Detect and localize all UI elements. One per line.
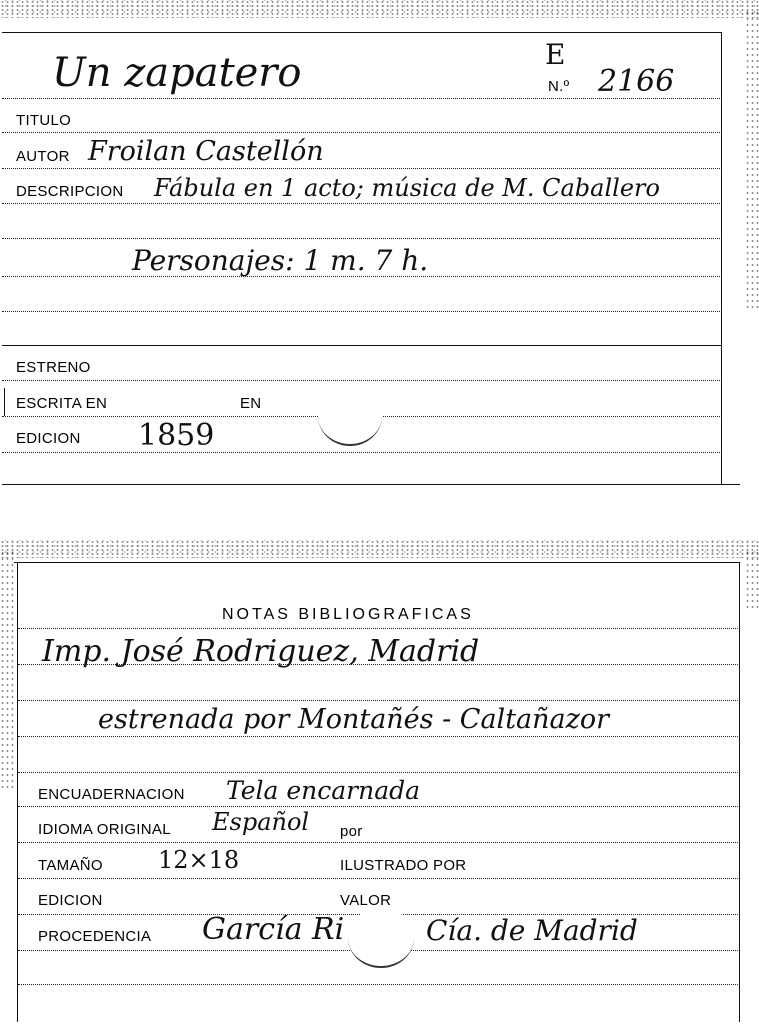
autor-label: AUTOR xyxy=(16,148,70,165)
punch-hole xyxy=(348,908,414,968)
idioma-original-label: IDIOMA ORIGINAL xyxy=(38,821,171,838)
scan-noise-top xyxy=(0,540,759,558)
valor-label: VALOR xyxy=(340,892,392,909)
dotted-rule xyxy=(2,168,722,169)
note-line-2: estrenada por Montañés - Caltañazor xyxy=(98,704,610,735)
card-top-border xyxy=(2,32,722,33)
corner-mark: E xyxy=(545,38,566,71)
encuadernacion-label: ENCUADERNACION xyxy=(38,786,185,803)
escrita-en-label: ESCRITA EN xyxy=(16,395,108,412)
titulo-label: TITULO xyxy=(16,112,72,129)
descripcion-label: DESCRIPCION xyxy=(16,183,124,200)
dotted-rule xyxy=(2,203,722,204)
catalog-number: 2166 xyxy=(598,64,675,99)
dotted-rule xyxy=(18,806,738,807)
card-left-border xyxy=(17,562,18,1022)
left-tick-escrita xyxy=(4,388,5,416)
note-line-1: Imp. José Rodriguez, Madrid xyxy=(42,634,480,669)
scan-noise-right xyxy=(745,10,759,310)
estreno-label: ESTRENO xyxy=(16,359,91,376)
dotted-rule xyxy=(18,842,738,843)
dotted-rule xyxy=(18,628,738,629)
notas-heading: NOTAS BIBLIOGRAFICAS xyxy=(222,606,474,623)
tamano-label: TAMAÑO xyxy=(38,857,103,874)
dotted-rule xyxy=(18,984,738,985)
autor-value: Froilan Castellón xyxy=(88,136,324,167)
scan-noise-left xyxy=(0,550,14,790)
scan-noise-right xyxy=(745,550,759,610)
dotted-rule xyxy=(18,700,738,701)
procedencia-label: PROCEDENCIA xyxy=(38,928,152,945)
edicion-value: 1859 xyxy=(138,418,215,453)
dotted-rule xyxy=(2,132,722,133)
number-label: N.º xyxy=(548,78,570,95)
dotted-rule xyxy=(2,238,722,239)
scan-noise-top xyxy=(0,0,759,18)
ilustrado-por-label: ILUSTRADO POR xyxy=(340,857,467,874)
procedencia-value-2: Cía. de Madrid xyxy=(426,914,638,947)
card-bottom-border xyxy=(2,484,740,485)
por-label: por xyxy=(340,823,363,840)
edicion-label: EDICION xyxy=(38,892,103,909)
catalog-card-back xyxy=(0,540,759,1028)
dotted-rule xyxy=(18,736,738,737)
card-right-border xyxy=(739,562,740,1022)
edicion-label: EDICION xyxy=(16,430,81,447)
encuadernacion-value: Tela encarnada xyxy=(226,776,421,805)
personajes-value: Personajes: 1 m. 7 h. xyxy=(132,244,429,277)
dotted-rule xyxy=(2,452,722,453)
catalog-card-front xyxy=(0,0,759,495)
tamano-value: 12×18 xyxy=(158,846,240,874)
en-label: EN xyxy=(240,395,262,412)
dotted-rule xyxy=(2,380,722,381)
estreno-solid-rule xyxy=(2,345,722,346)
descripcion-value: Fábula en 1 acto; música de M. Caballero xyxy=(154,174,660,202)
procedencia-value-1: García Ri xyxy=(202,912,345,947)
punch-hole xyxy=(318,386,382,446)
dotted-rule xyxy=(18,878,738,879)
card-top-border xyxy=(14,562,740,563)
dotted-rule xyxy=(2,311,722,312)
dotted-rule xyxy=(18,772,738,773)
idioma-value: Español xyxy=(212,808,310,836)
title-handwritten: Un zapatero xyxy=(52,50,302,96)
